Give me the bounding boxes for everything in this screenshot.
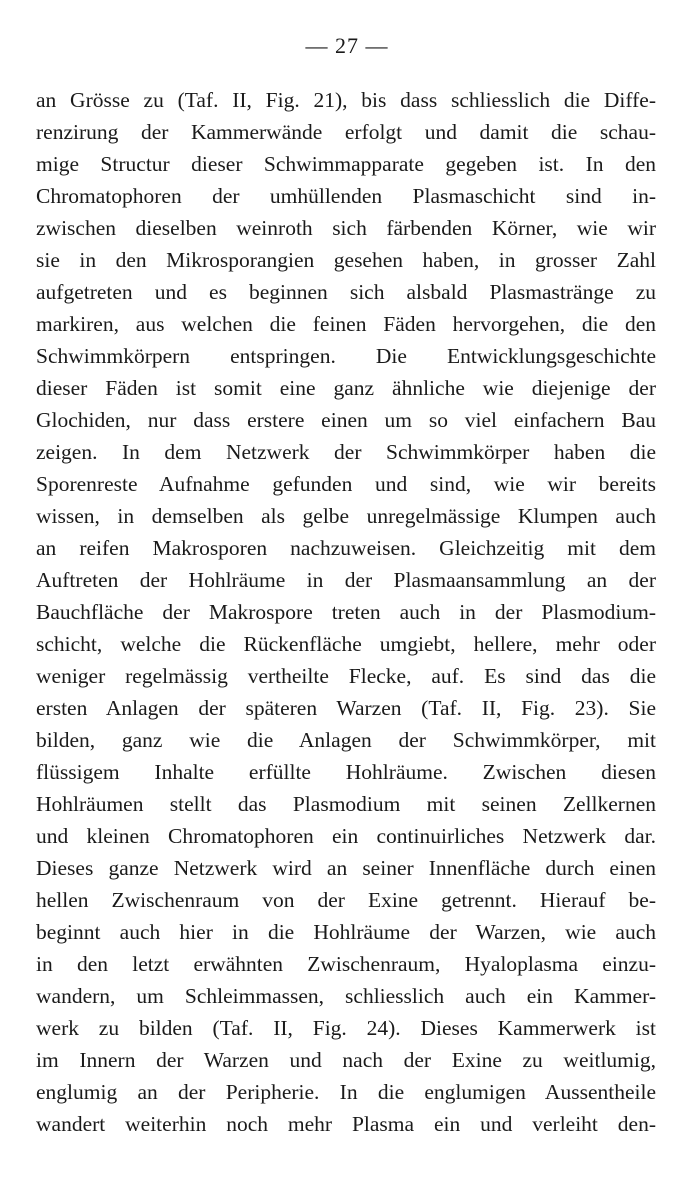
text-line: schicht, welche die Rückenfläche umgiebt, hellere, mehr oder bbox=[36, 632, 656, 656]
text-line: werk zu bilden (Taf. II, Fig. 24). Dieses Kammerwerk ist bbox=[36, 1016, 656, 1040]
text-line: Chromatophoren der umhüllenden Plasmaschicht sind in- bbox=[36, 184, 656, 208]
text-line: dieser Fäden ist somit eine ganz ähnliche wie diejenige der bbox=[36, 376, 656, 400]
text-line: an reifen Makrosporen nachzuweisen. Gleichzeitig mit dem bbox=[36, 536, 656, 560]
text-line: beginnt auch hier in die Hohlräume der Warzen, wie auch bbox=[36, 920, 656, 944]
text-line: ersten Anlagen der späteren Warzen (Taf. II, Fig. 23). Sie bbox=[36, 696, 656, 720]
text-line: wandern, um Schleimmassen, schliesslich auch ein Kammer- bbox=[36, 984, 656, 1008]
text-line: aufgetreten und es beginnen sich alsbald Plasmastränge zu bbox=[36, 280, 656, 304]
text-line: Bauchfläche der Makrospore treten auch in der Plasmodium- bbox=[36, 600, 656, 624]
text-line: im Innern der Warzen und nach der Exine zu weitlumig, bbox=[36, 1048, 656, 1072]
text-line: renzirung der Kammerwände erfolgt und damit die schau- bbox=[36, 120, 656, 144]
text-line: zeigen. In dem Netzwerk der Schwimmkörper haben die bbox=[36, 440, 656, 464]
text-line: und kleinen Chromatophoren ein continuirliches Netzwerk dar. bbox=[36, 824, 656, 848]
body-text bbox=[36, 84, 656, 1140]
text-line: hellen Zwischenraum von der Exine getrennt. Hierauf be- bbox=[36, 888, 656, 912]
page-number: — 27 — bbox=[305, 33, 389, 58]
text-line: Sporenreste Aufnahme gefunden und sind, wie wir bereits bbox=[36, 472, 656, 496]
text-line: weniger regelmässig vertheilte Flecke, auf. Es sind das die bbox=[36, 664, 656, 688]
text-line: wandert weiterhin noch mehr Plasma ein und verleiht den- bbox=[36, 1112, 656, 1136]
text-line: Schwimmkörpern entspringen. Die Entwicklungsgeschichte bbox=[36, 344, 656, 368]
text-line: bilden, ganz wie die Anlagen der Schwimmkörper, mit bbox=[36, 728, 656, 752]
text-line: Glochiden, nur dass erstere einen um so viel einfachern Bau bbox=[36, 408, 656, 432]
text-line: an Grösse zu (Taf. II, Fig. 21), bis dass schliesslich die Diffe- bbox=[36, 88, 656, 112]
text-line: Auftreten der Hohlräume in der Plasmaansammlung an der bbox=[36, 568, 656, 592]
text-line: in den letzt erwähnten Zwischenraum, Hyaloplasma einzu- bbox=[36, 952, 656, 976]
text-line: Hohlräumen stellt das Plasmodium mit seinen Zellkernen bbox=[36, 792, 656, 816]
text-line: wissen, in demselben als gelbe unregelmässige Klumpen auch bbox=[36, 504, 656, 528]
text-line: Dieses ganze Netzwerk wird an seiner Innenfläche durch einen bbox=[36, 856, 656, 880]
text-line: mige Structur dieser Schwimmapparate gegeben ist. In den bbox=[36, 152, 656, 176]
text-line: markiren, aus welchen die feinen Fäden hervorgehen, die den bbox=[36, 312, 656, 336]
text-line: englumig an der Peripherie. In die englumigen Aussentheile bbox=[36, 1080, 656, 1104]
text-line: zwischen dieselben weinroth sich färbenden Körner, wie wir bbox=[36, 216, 656, 240]
text-line: flüssigem Inhalte erfüllte Hohlräume. Zwischen diesen bbox=[36, 760, 656, 784]
text-line: sie in den Mikrosporangien gesehen haben, in grosser Zahl bbox=[36, 248, 656, 272]
